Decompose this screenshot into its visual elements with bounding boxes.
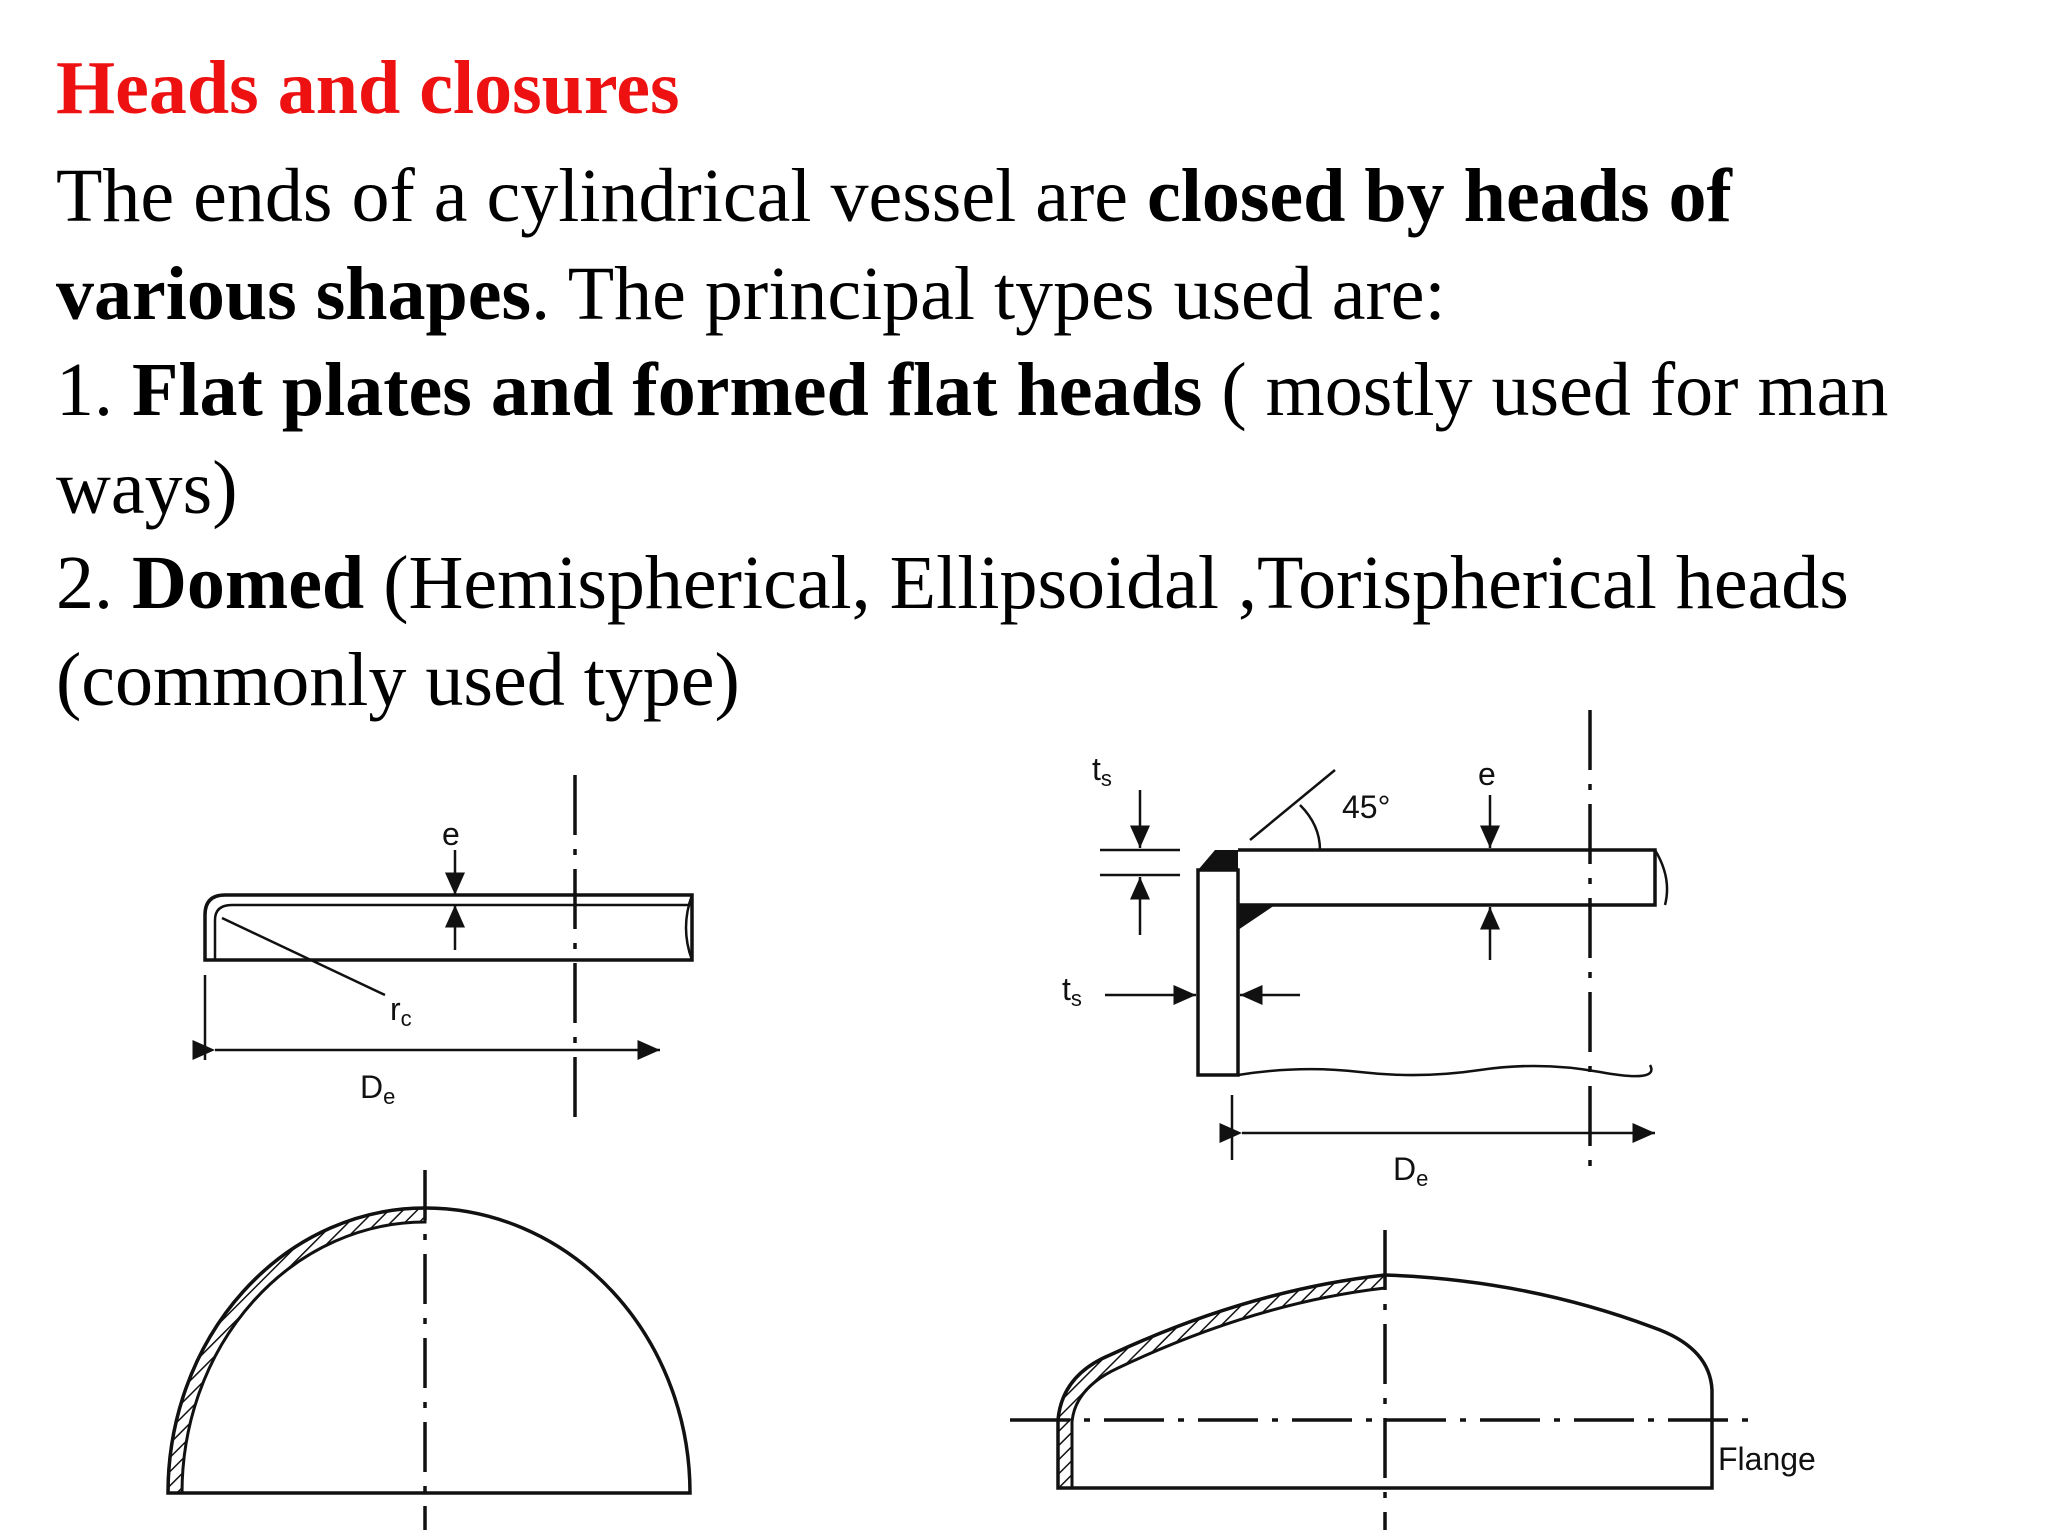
radius-leader: [222, 918, 385, 995]
weld-top: [1198, 850, 1238, 870]
formed-flat-head-diagram: [205, 775, 692, 1120]
plate-break: [1655, 850, 1667, 905]
intro-text: The ends of a cylindrical vessel are: [56, 154, 1147, 238]
intro-bold: closed by heads of: [1146, 154, 1732, 238]
item2-bold: Domed: [132, 541, 365, 625]
e-label: e: [442, 816, 460, 852]
weld-inner: [1238, 905, 1275, 930]
section-heading: Heads and closures: [56, 46, 680, 130]
intro-text-2: . The principal types used are:: [531, 252, 1446, 336]
ts-top-label: ts: [1092, 751, 1112, 791]
item1-cont: ways): [56, 446, 238, 530]
intro-bold-2: various shapes: [56, 252, 532, 336]
flat-plate: [1238, 850, 1655, 905]
hemispherical-head-diagram: [168, 1170, 690, 1530]
rc-label: rc: [390, 991, 412, 1031]
hemi-outline: [168, 1208, 690, 1493]
item2-rest: (Hemispherical, Ellipsoidal ,Torispherical heads: [364, 541, 1849, 625]
item1-bold: Flat plates and formed flat heads: [132, 348, 1203, 432]
angle-line: [1250, 770, 1335, 840]
ts-side-label: ts: [1062, 971, 1082, 1011]
torispherical-head-diagram: [1010, 1230, 1816, 1530]
angle-arc: [1300, 805, 1320, 850]
hemi-wall-hatched: [168, 1208, 425, 1493]
De-label: De: [360, 1069, 396, 1109]
De-label-2: De: [1393, 1151, 1429, 1191]
item2-number: 2.: [56, 541, 132, 625]
welded-flat-head-diagram: [1062, 710, 1667, 1191]
item1-rest: ( mostly used for man: [1202, 348, 1889, 432]
flange-label: Flange: [1718, 1441, 1816, 1477]
angle-label: 45°: [1342, 789, 1391, 825]
formed-plate-inner: [215, 905, 692, 960]
shell-wall: [1198, 870, 1238, 1075]
item1-number: 1.: [56, 348, 132, 432]
item2-cont: (commonly used type): [56, 638, 740, 722]
tori-wall-hatched: [1058, 1275, 1385, 1488]
e-label-2: e: [1478, 756, 1496, 792]
